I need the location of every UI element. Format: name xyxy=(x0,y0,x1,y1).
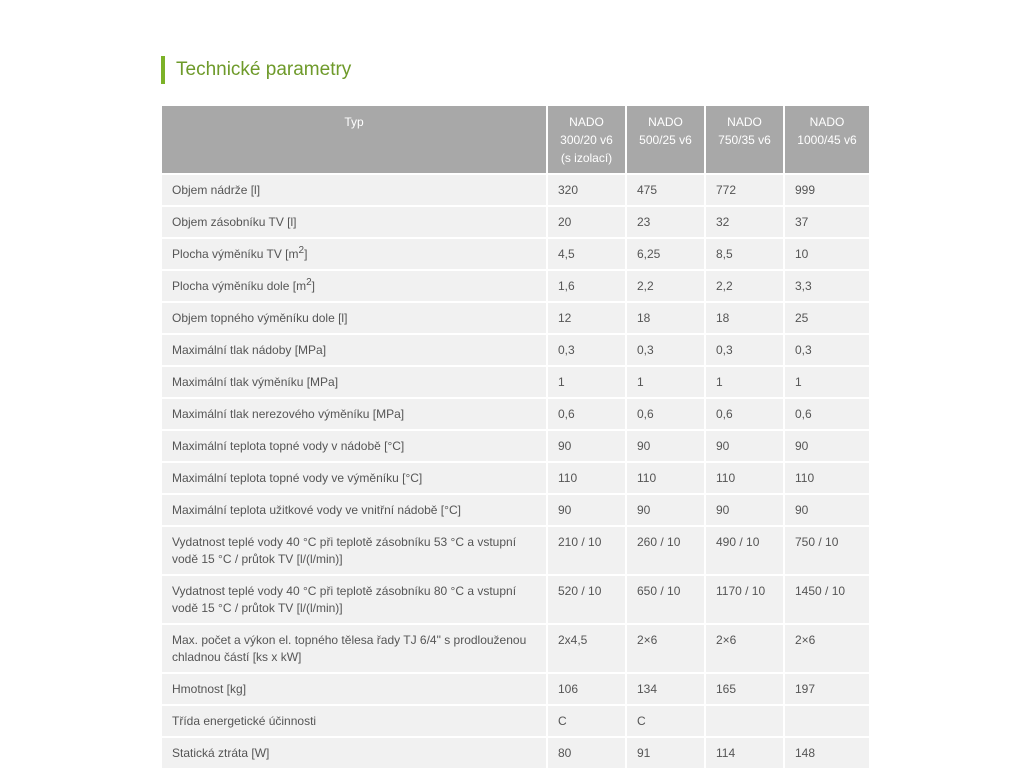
cell-value: 32 xyxy=(705,206,784,238)
table-row xyxy=(162,673,869,705)
cell-value: 1 xyxy=(784,366,869,398)
cell-value: 1170 / 10 xyxy=(705,575,784,624)
cell-value: 2×6 xyxy=(626,624,705,673)
table-row xyxy=(162,270,869,302)
cell-value: 520 / 10 xyxy=(547,575,626,624)
cell-value: 2,2 xyxy=(626,270,705,302)
cell-value: 3,3 xyxy=(784,270,869,302)
row-label: Maximální tlak nádoby [MPa] xyxy=(162,334,547,366)
table-row xyxy=(162,494,869,526)
cell-value: 110 xyxy=(626,462,705,494)
table-row xyxy=(162,366,869,398)
cell-value: 90 xyxy=(547,430,626,462)
cell-value: 1 xyxy=(547,366,626,398)
cell-value xyxy=(784,705,869,737)
cell-value: 12 xyxy=(547,302,626,334)
cell-value: 2x4,5 xyxy=(547,624,626,673)
table-row xyxy=(162,462,869,494)
cell-value: 18 xyxy=(626,302,705,334)
cell-value: 110 xyxy=(705,462,784,494)
cell-value: C xyxy=(626,705,705,737)
cell-value: 90 xyxy=(784,430,869,462)
row-label: Objem zásobníku TV [l] xyxy=(162,206,547,238)
cell-value: 197 xyxy=(784,673,869,705)
cell-value: 320 xyxy=(547,174,626,206)
row-label-text: Plocha výměníku TV [m xyxy=(172,247,299,261)
cell-value: 165 xyxy=(705,673,784,705)
cell-value: 0,6 xyxy=(705,398,784,430)
cell-value: 10 xyxy=(784,238,869,270)
cell-value: 110 xyxy=(784,462,869,494)
cell-value: 750 / 10 xyxy=(784,526,869,575)
cell-value: 25 xyxy=(784,302,869,334)
row-label xyxy=(162,270,547,302)
cell-value: 148 xyxy=(784,737,869,768)
cell-value: 0,6 xyxy=(784,398,869,430)
table-row xyxy=(162,238,869,270)
table-header-row xyxy=(162,106,869,174)
header-nado-300: NADO 300/20 v6 (s izolací) xyxy=(547,106,626,174)
cell-value: 4,5 xyxy=(547,238,626,270)
row-label: Maximální teplota užitkové vody ve vnitřní nádobě [°C] xyxy=(162,494,547,526)
cell-value: 260 / 10 xyxy=(626,526,705,575)
table-row xyxy=(162,705,869,737)
cell-value: 37 xyxy=(784,206,869,238)
header-nado-1000: NADO 1000/45 v6 xyxy=(784,106,869,174)
cell-value: 772 xyxy=(705,174,784,206)
cell-value: 6,25 xyxy=(626,238,705,270)
cell-value: 90 xyxy=(705,494,784,526)
header-type: Typ xyxy=(162,106,547,174)
cell-value: 475 xyxy=(626,174,705,206)
cell-value: 2×6 xyxy=(784,624,869,673)
row-label: Max. počet a výkon el. topného tělesa řady TJ 6/4" s prodlouženou chladnou částí [ks x kW] xyxy=(162,624,547,673)
cell-value: 650 / 10 xyxy=(626,575,705,624)
cell-value: 0,3 xyxy=(784,334,869,366)
table-row xyxy=(162,174,869,206)
cell-value: 2×6 xyxy=(705,624,784,673)
cell-value: 0,6 xyxy=(547,398,626,430)
cell-value: 0,6 xyxy=(626,398,705,430)
row-label: Objem topného výměníku dole [l] xyxy=(162,302,547,334)
row-label: Třída energetické účinnosti xyxy=(162,705,547,737)
cell-value: 23 xyxy=(626,206,705,238)
cell-value: 0,3 xyxy=(547,334,626,366)
table-row xyxy=(162,430,869,462)
cell-value: 490 / 10 xyxy=(705,526,784,575)
cell-value: C xyxy=(547,705,626,737)
cell-value xyxy=(705,705,784,737)
cell-value: 134 xyxy=(626,673,705,705)
row-label: Maximální teplota topné vody v nádobě [°C] xyxy=(162,430,547,462)
row-label: Maximální tlak výměníku [MPa] xyxy=(162,366,547,398)
table-row xyxy=(162,206,869,238)
row-label: Vydatnost teplé vody 40 °C při teplotě zásobníku 53 °C a vstupní vodě 15 °C / průtok TV [l/(l/min)] xyxy=(162,526,547,575)
cell-value: 90 xyxy=(547,494,626,526)
superscript: 2 xyxy=(298,245,305,256)
cell-value: 0,3 xyxy=(626,334,705,366)
cell-value: 80 xyxy=(547,737,626,768)
row-label: Vydatnost teplé vody 40 °C při teplotě zásobníku 80 °C a vstupní vodě 15 °C / průtok TV [l/(l/min)] xyxy=(162,575,547,624)
cell-value: 18 xyxy=(705,302,784,334)
table-row xyxy=(162,302,869,334)
cell-value: 1 xyxy=(626,366,705,398)
cell-value: 1450 / 10 xyxy=(784,575,869,624)
cell-value: 110 xyxy=(547,462,626,494)
table-row xyxy=(162,398,869,430)
cell-value: 106 xyxy=(547,673,626,705)
table-row xyxy=(162,624,869,673)
row-label: Maximální tlak nerezového výměníku [MPa] xyxy=(162,398,547,430)
technical-parameters-table xyxy=(162,106,869,768)
row-label: Maximální teplota topné vody ve výměníku [°C] xyxy=(162,462,547,494)
cell-value: 210 / 10 xyxy=(547,526,626,575)
cell-value: 0,3 xyxy=(705,334,784,366)
row-label: Objem nádrže [l] xyxy=(162,174,547,206)
row-label xyxy=(162,238,547,270)
cell-value: 20 xyxy=(547,206,626,238)
row-label-suffix: ] xyxy=(311,279,315,293)
row-label: Statická ztráta [W] xyxy=(162,737,547,768)
cell-value: 90 xyxy=(626,430,705,462)
cell-value: 114 xyxy=(705,737,784,768)
cell-value: 2,2 xyxy=(705,270,784,302)
cell-value: 91 xyxy=(626,737,705,768)
cell-value: 1 xyxy=(705,366,784,398)
cell-value: 90 xyxy=(784,494,869,526)
cell-value: 8,5 xyxy=(705,238,784,270)
row-label-text: Plocha výměníku dole [m xyxy=(172,279,307,293)
table-row xyxy=(162,526,869,575)
header-nado-750: NADO 750/35 v6 xyxy=(705,106,784,174)
section-title: Technické parametry xyxy=(161,56,351,84)
row-label-suffix: ] xyxy=(304,247,308,261)
cell-value: 999 xyxy=(784,174,869,206)
table-row xyxy=(162,575,869,624)
table-row xyxy=(162,334,869,366)
superscript: 2 xyxy=(306,277,312,288)
cell-value: 1,6 xyxy=(547,270,626,302)
cell-value: 90 xyxy=(705,430,784,462)
header-nado-500: NADO 500/25 v6 xyxy=(626,106,705,174)
row-label: Hmotnost [kg] xyxy=(162,673,547,705)
table-row xyxy=(162,737,869,768)
cell-value: 90 xyxy=(626,494,705,526)
